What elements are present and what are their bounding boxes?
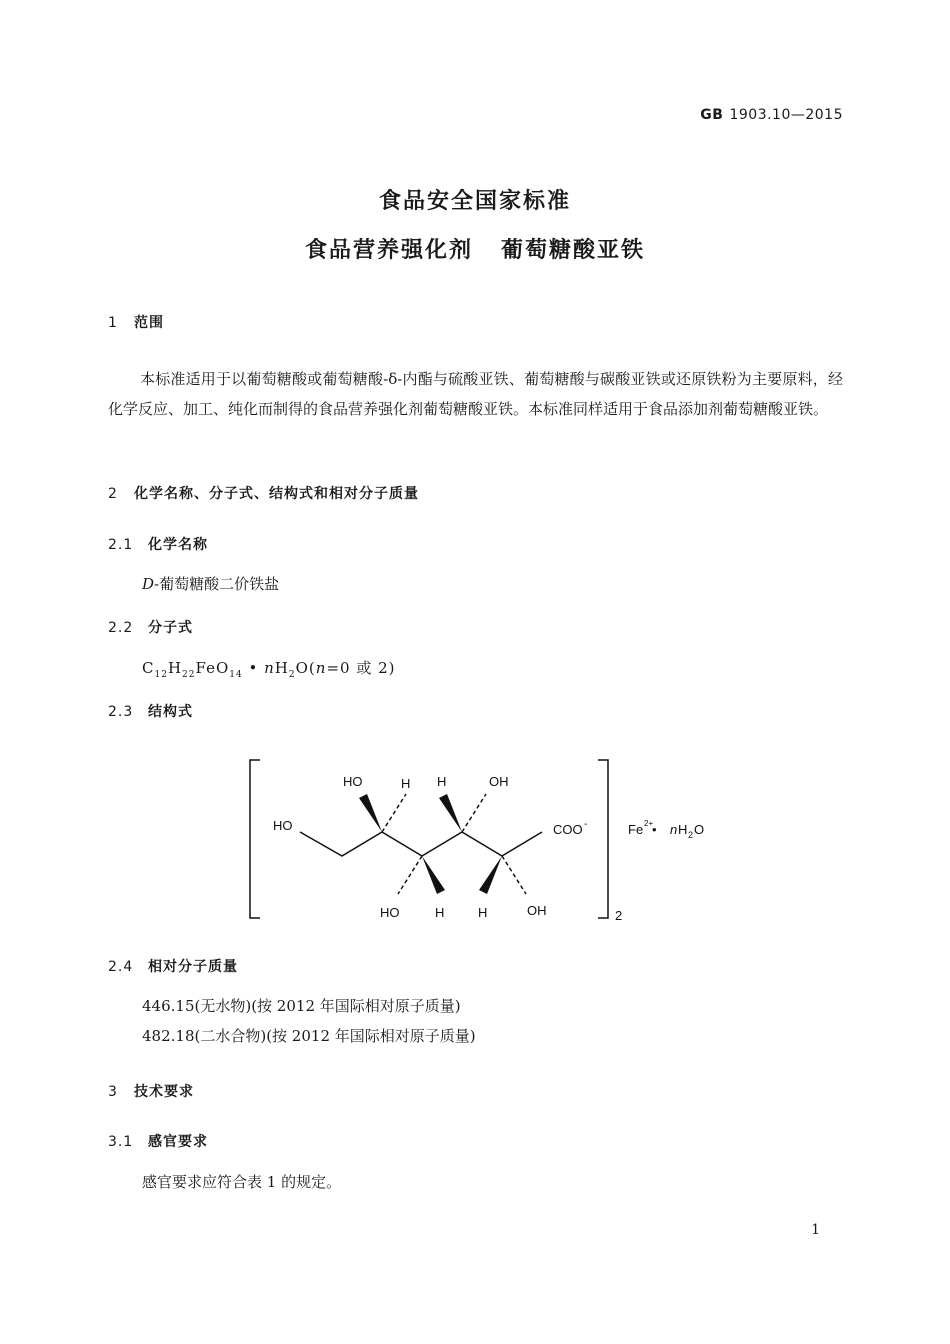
section-title: 范围 [134, 315, 164, 331]
scope-text: 本标准适用于以葡萄糖酸或葡萄糖酸-δ-内酯与硫酸亚铁、葡萄糖酸与碳酸亚铁或还原铁粉为主要原料，经化学反应、加工、纯化而制得的食品营养强化剂葡萄糖酸亚铁。本标准同样适用于食品添加剂葡萄糖酸亚铁。 [108, 370, 843, 418]
document-title: 食品安全国家标准 [378, 189, 571, 214]
label-ho-bottom-1: HO [380, 905, 400, 920]
section-title: 感官要求 [148, 1134, 208, 1150]
section-heading-1 [108, 312, 164, 332]
standard-prefix: GB [700, 107, 724, 123]
label-ho-top-1: HO [343, 774, 363, 789]
section-title: 结构式 [148, 704, 193, 720]
wedge-bond [422, 856, 445, 894]
scope-paragraph [108, 364, 843, 424]
bracket-subscript: 2 [615, 908, 623, 923]
label-fe-charge: 2+ [644, 819, 654, 828]
section-heading-2-2 [108, 617, 193, 637]
section-title: 化学名称、分子式、结构式和相对分子质量 [134, 486, 419, 502]
wedge-bond [479, 856, 502, 894]
section-title: 技术要求 [134, 1084, 194, 1100]
right-bracket [598, 760, 608, 918]
section-heading-2-3 [108, 701, 193, 721]
chemical-name-prefix: D [142, 575, 155, 593]
label-h-top-1: H [401, 776, 411, 791]
section-number: 2.3 [108, 704, 134, 720]
molecular-mass-dihydrate: 482.18(二水合物)(按 2012 年国际相对原子质量) [142, 1027, 476, 1045]
carbon-backbone [300, 832, 542, 856]
section-number: 1 [108, 315, 118, 331]
section-heading-2 [108, 483, 419, 503]
label-h-top-2: H [437, 774, 447, 789]
section-number: 2.2 [108, 620, 134, 636]
label-h2o-2: 2 [688, 830, 694, 840]
section-title: 相对分子质量 [148, 959, 238, 975]
sensory-requirement-text: 感官要求应符合表 1 的规定。 [142, 1173, 342, 1191]
page-number: 1 [811, 1222, 820, 1238]
wedge-bond [439, 794, 462, 832]
label-coo: COO [553, 822, 583, 837]
dash-bond [398, 856, 422, 894]
section-heading-2-1 [108, 534, 208, 554]
standard-number: 1903.10—2015 [729, 107, 843, 123]
dash-bond [462, 794, 486, 832]
chemical-name [142, 573, 279, 594]
label-oh-bottom-2: OH [527, 903, 547, 918]
molecular-formula: $C_{12}H_{22}FeO_{14}$ • $nH_2O(n=0$ 或 2) [142, 659, 396, 680]
section-title: 化学名称 [148, 537, 208, 553]
label-h-bottom-2: H [478, 905, 488, 920]
section-number: 2 [108, 486, 118, 502]
label-dot: • [652, 822, 657, 837]
section-heading-2-4 [108, 956, 238, 976]
label-oh-top-2: OH [489, 774, 509, 789]
label-fe: Fe [628, 822, 644, 837]
wedge-bond [359, 794, 382, 832]
section-number: 3 [108, 1084, 118, 1100]
label-h2o-h: H [678, 822, 688, 837]
section-title: 分子式 [148, 620, 193, 636]
subtitle-category: 食品营养强化剂 [304, 238, 473, 263]
label-h2o-o: O [694, 822, 705, 837]
label-ho-left: HO [273, 818, 293, 833]
subtitle-substance: 葡萄糖酸亚铁 [501, 238, 646, 263]
label-h-bottom-1: H [435, 905, 445, 920]
document-subtitle [0, 233, 950, 264]
chemical-name-text: -葡萄糖酸二价铁盐 [154, 575, 280, 593]
standard-code [700, 107, 843, 123]
section-number: 2.1 [108, 537, 134, 553]
section-heading-3-1 [108, 1131, 208, 1151]
section-number: 2.4 [108, 959, 134, 975]
molecular-mass-anhydrous: 446.15(无水物)(按 2012 年国际相对原子质量) [142, 997, 461, 1015]
left-bracket [250, 760, 260, 918]
dash-bond [502, 856, 526, 894]
label-n: n [670, 822, 678, 837]
dash-bond [382, 794, 406, 832]
section-heading-3 [108, 1081, 194, 1101]
section-number: 3.1 [108, 1134, 134, 1150]
structural-formula [240, 750, 720, 930]
label-coo-charge: - [584, 819, 588, 830]
